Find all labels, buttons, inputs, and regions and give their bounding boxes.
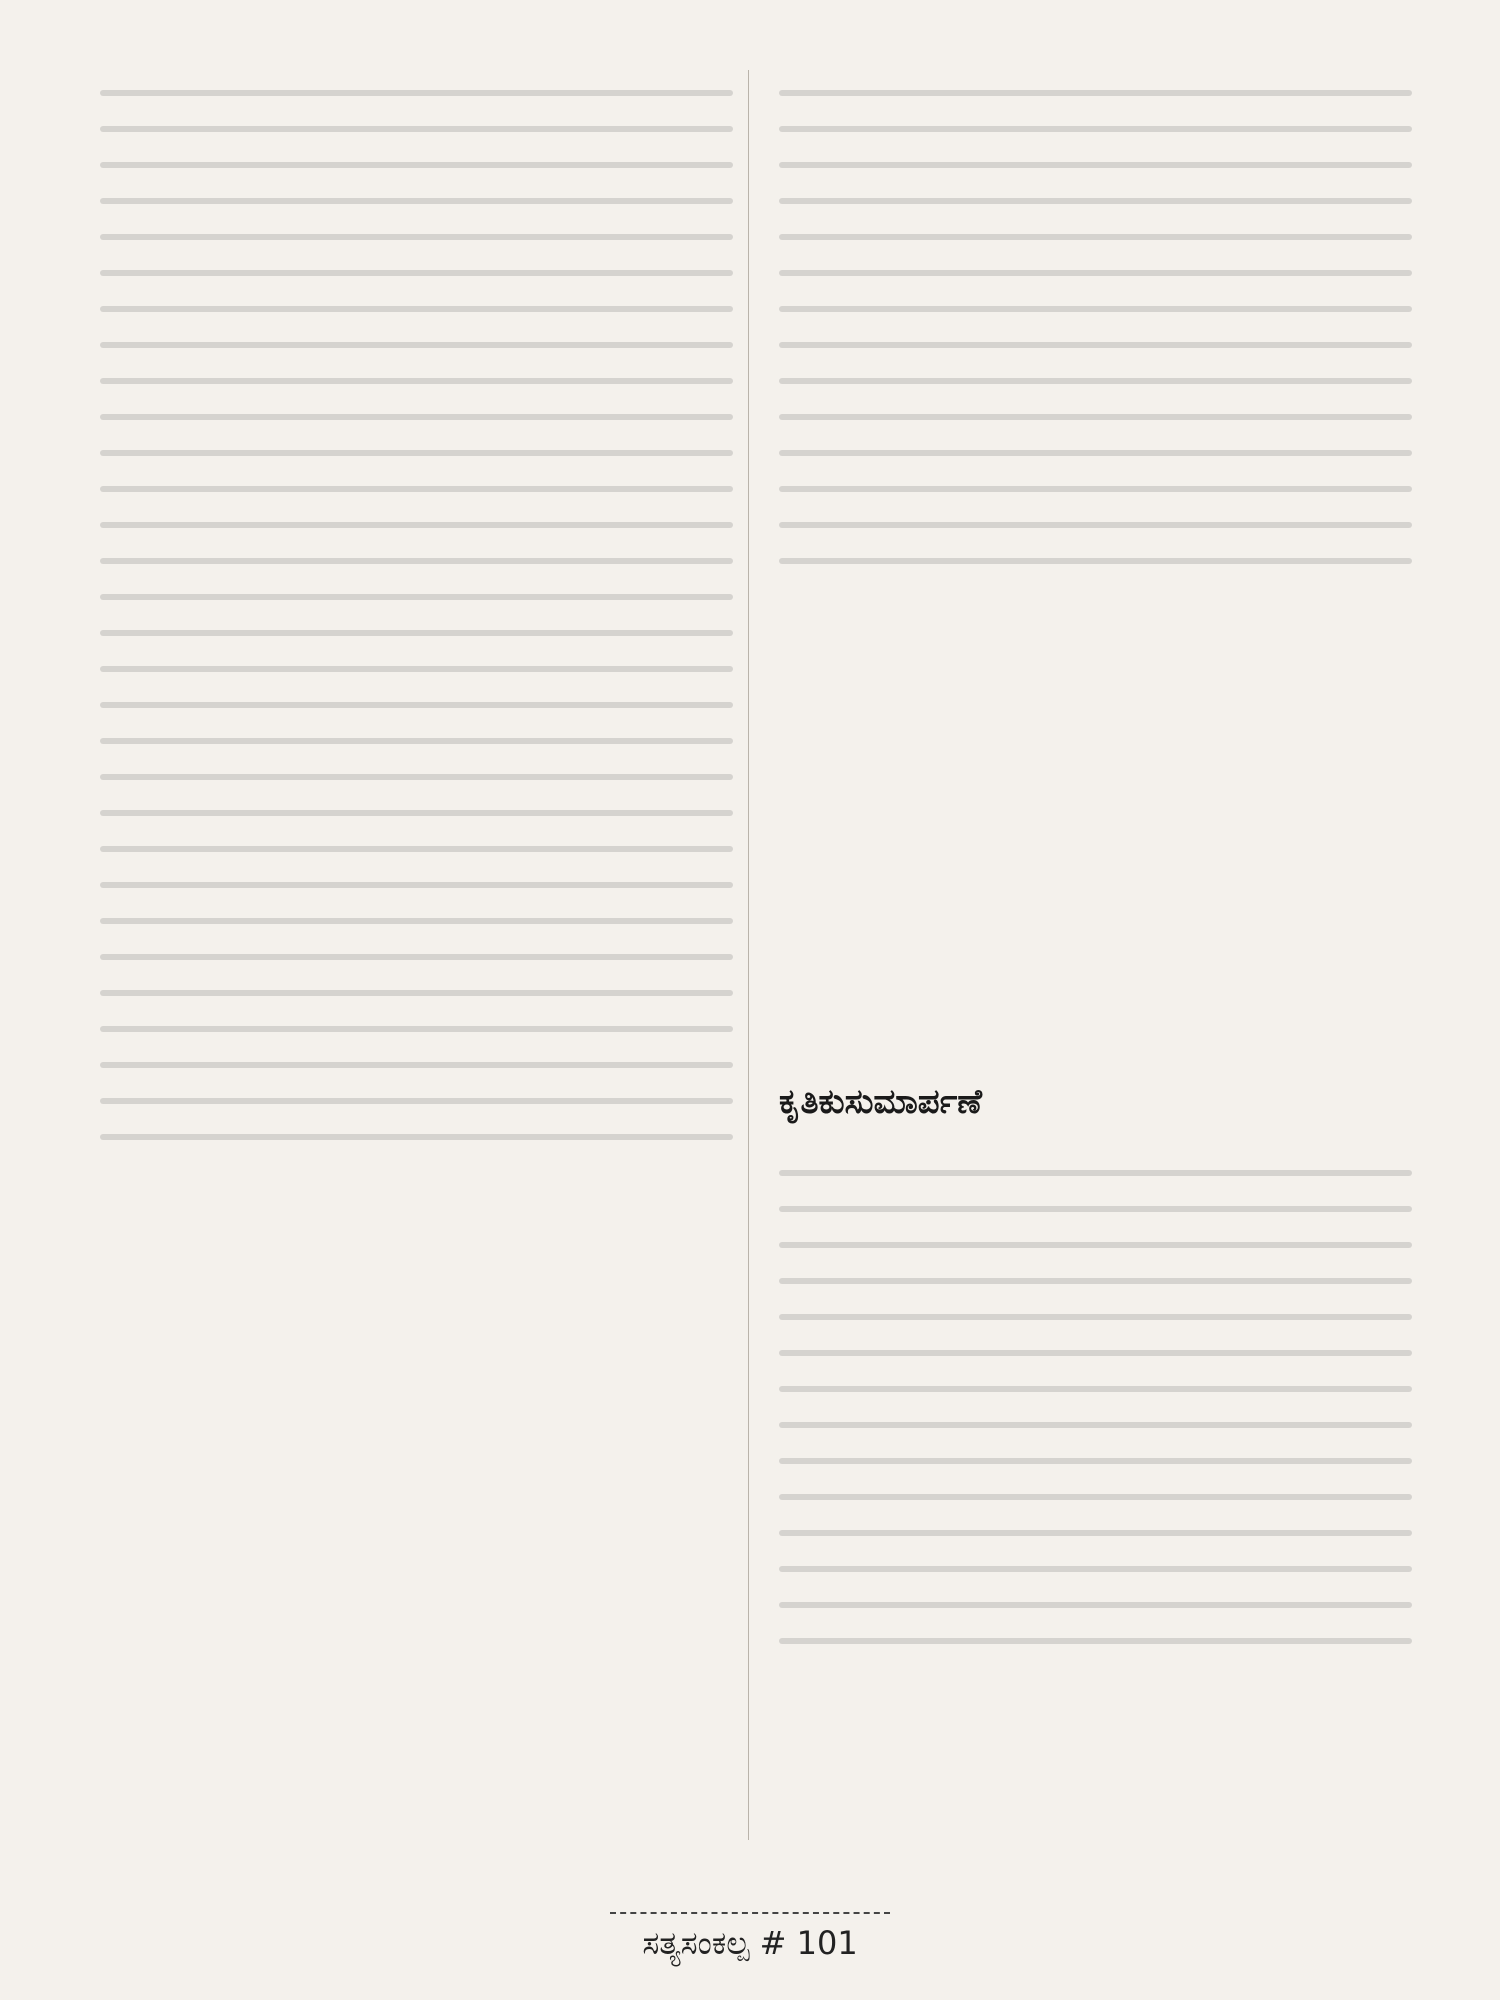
footer-dashed-rule [610,1912,890,1914]
page-footer [0,1912,1500,1963]
right-column [779,60,1412,1890]
right-column-upper-text-area [779,60,1412,594]
left-column-text-area [100,60,733,1170]
body-columns [100,60,1412,1890]
section-heading: ಕೃತಿಕುಸುಮಾರ್ಪಣೆ [779,1082,982,1122]
left-column [100,60,733,1890]
column-divider [748,70,749,1840]
footer-text: ಸತ್ಯಸಂಕಲ್ಪ # 101 [642,1924,858,1962]
right-column-lower-text-area [779,1140,1412,1674]
